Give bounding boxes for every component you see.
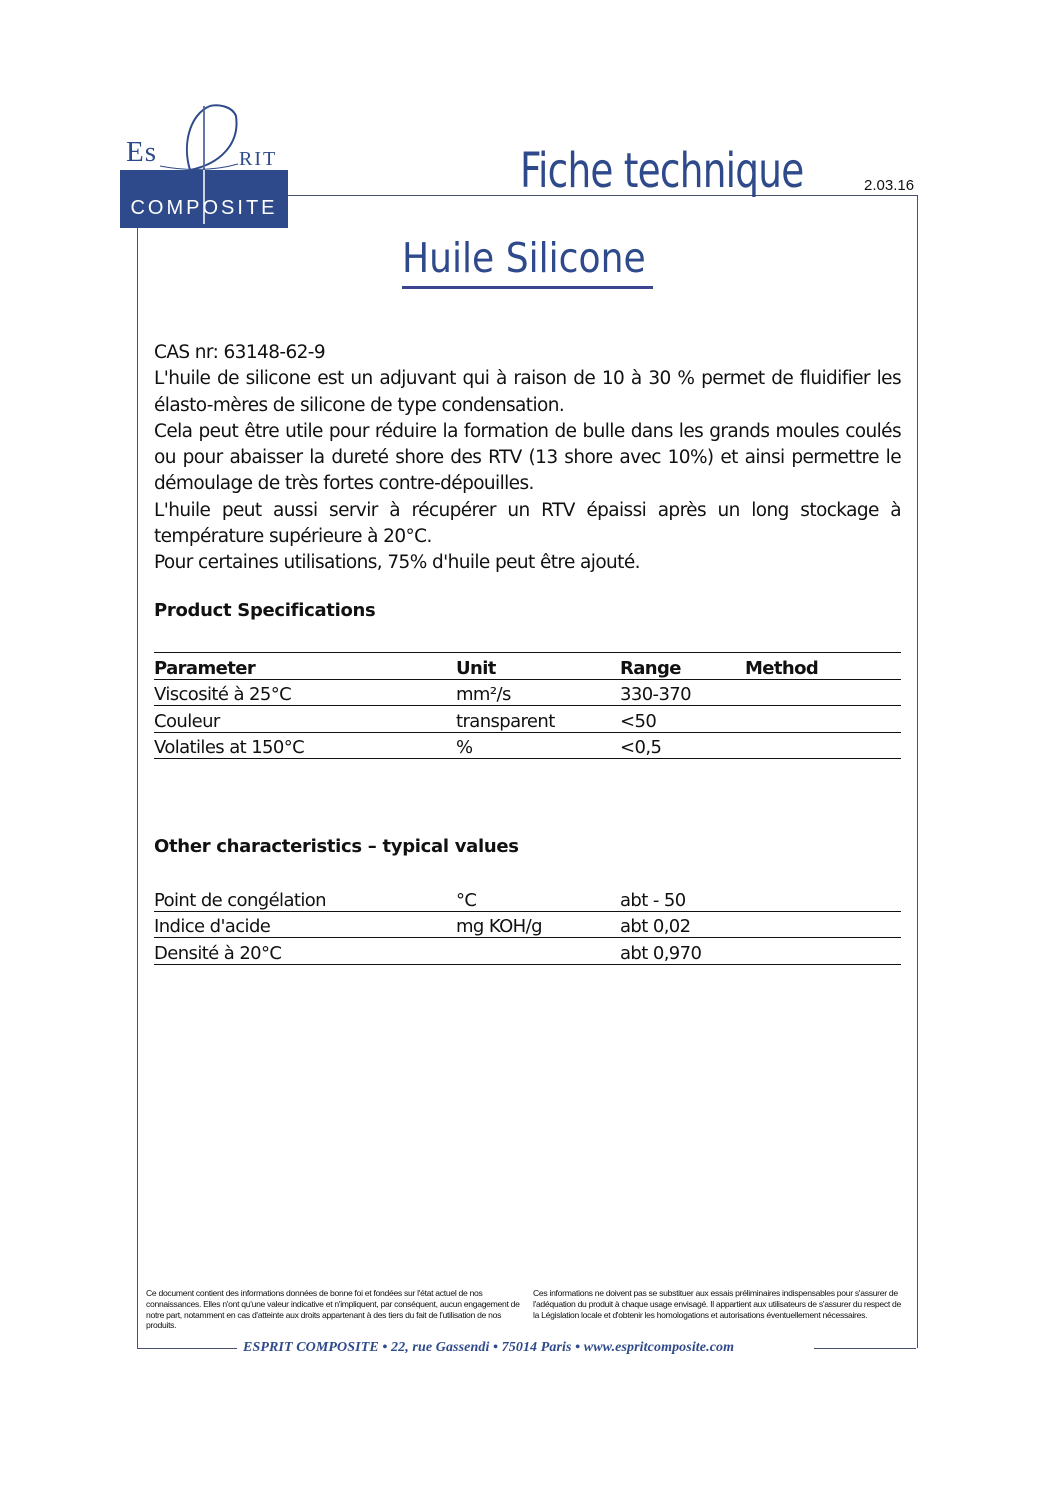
- column-header: Parameter: [154, 653, 456, 680]
- table-row: [154, 679, 901, 706]
- table-cell: Viscosité à 25°C: [154, 679, 456, 706]
- column-header: Unit: [456, 653, 620, 680]
- table-row: [154, 706, 901, 733]
- footer-rule-right: [814, 1348, 916, 1349]
- table-cell: Couleur: [154, 706, 456, 733]
- logo-text-es: Es: [126, 136, 157, 168]
- table-cell: abt 0,970: [620, 938, 745, 965]
- table-cell: [745, 911, 901, 938]
- table-cell: abt 0,02: [620, 911, 745, 938]
- table-cell: [745, 885, 901, 911]
- column-header: Method: [745, 653, 901, 680]
- title-underline: [402, 286, 653, 289]
- table-cell: °C: [456, 885, 620, 911]
- table-row: [154, 938, 901, 965]
- table-cell: mg KOH/g: [456, 911, 620, 938]
- table-cell: Point de congélation: [154, 885, 456, 911]
- table-cell: [745, 679, 901, 706]
- table-row: [154, 732, 901, 759]
- disclaimer-left: Ce document contient des informations données de bonne foi et fondées sur l'état actuel de nos connaissances. Elles n'ont qu'une valeur indicative et n'impliquent, par conséquent, aucun engagement de notre part, notamment en cas d'atteinte aux droits appartenant à des tiers du fait de l'utilisation de nos produits.: [146, 1288, 520, 1331]
- table-cell: [745, 732, 901, 759]
- column-header: Range: [620, 653, 745, 680]
- description-text: [154, 340, 901, 577]
- table-cell: <0,5: [620, 732, 745, 759]
- description-paragraph: Cela peut être utile pour réduire la formation de bulle dans les grands moules coulés ou pour abaisser la dureté shore des RTV (13 shore avec 10%) et ainsi permettre le démoulage de très fortes contre-dépouilles.: [154, 420, 901, 495]
- table-header-row: [154, 653, 901, 680]
- table-cell: Densité à 20°C: [154, 938, 456, 965]
- table-cell: %: [456, 732, 620, 759]
- table-row: [154, 885, 901, 911]
- logo-text-rit: RIT: [239, 148, 278, 170]
- specs-heading: Product Specifications: [154, 600, 376, 621]
- description-paragraph: L'huile de silicone est un adjuvant qui à raison de 10 à 30 % permet de fluidifier les élasto-mères de silicone de type condensation.: [154, 368, 901, 416]
- table-row: [154, 911, 901, 938]
- table-cell: [745, 938, 901, 965]
- other-characteristics-table: [154, 885, 901, 965]
- table-cell: [745, 706, 901, 733]
- document-date: 2.03.16: [864, 177, 915, 194]
- other-characteristics-heading: Other characteristics – typical values: [154, 836, 519, 857]
- footer-rule-left: [137, 1348, 237, 1349]
- document-type-title: Fiche technique: [520, 143, 804, 199]
- logo-text-composite: COMPOSITE: [130, 197, 278, 219]
- table-cell: transparent: [456, 706, 620, 733]
- table-cell: Volatiles at 150°C: [154, 732, 456, 759]
- product-name: Huile Silicone: [402, 234, 646, 282]
- cas-number: CAS nr: 63148-62-9: [154, 342, 326, 363]
- table-cell: 330-370: [620, 679, 745, 706]
- description-paragraph: Pour certaines utilisations, 75% d'huile peut être ajouté.: [154, 552, 640, 574]
- table-cell: [456, 938, 620, 965]
- company-logo: [120, 104, 288, 228]
- disclaimer-right: Ces informations ne doivent pas se substituer aux essais préliminaires indispensables pour s'assurer de l'adéquation du produit à chaque usage envisagé. Il appartient aux utilisateurs de s'assurer du respect de la Législation locale et d'obtenir les homologations et autorisations éventuellement nécessaires.: [533, 1288, 902, 1320]
- table-cell: Indice d'acide: [154, 911, 456, 938]
- footer-address: ESPRIT COMPOSITE • 22, rue Gassendi • 75014 Paris • www.espritcomposite.com: [243, 1340, 735, 1355]
- table-cell: mm²/s: [456, 679, 620, 706]
- description-paragraph: L'huile peut aussi servir à récupérer un RTV épaissi après un long stockage à température supérieure à 20°C.: [154, 499, 901, 548]
- specs-table: [154, 652, 901, 759]
- table-cell: abt - 50: [620, 885, 745, 911]
- table-cell: <50: [620, 706, 745, 733]
